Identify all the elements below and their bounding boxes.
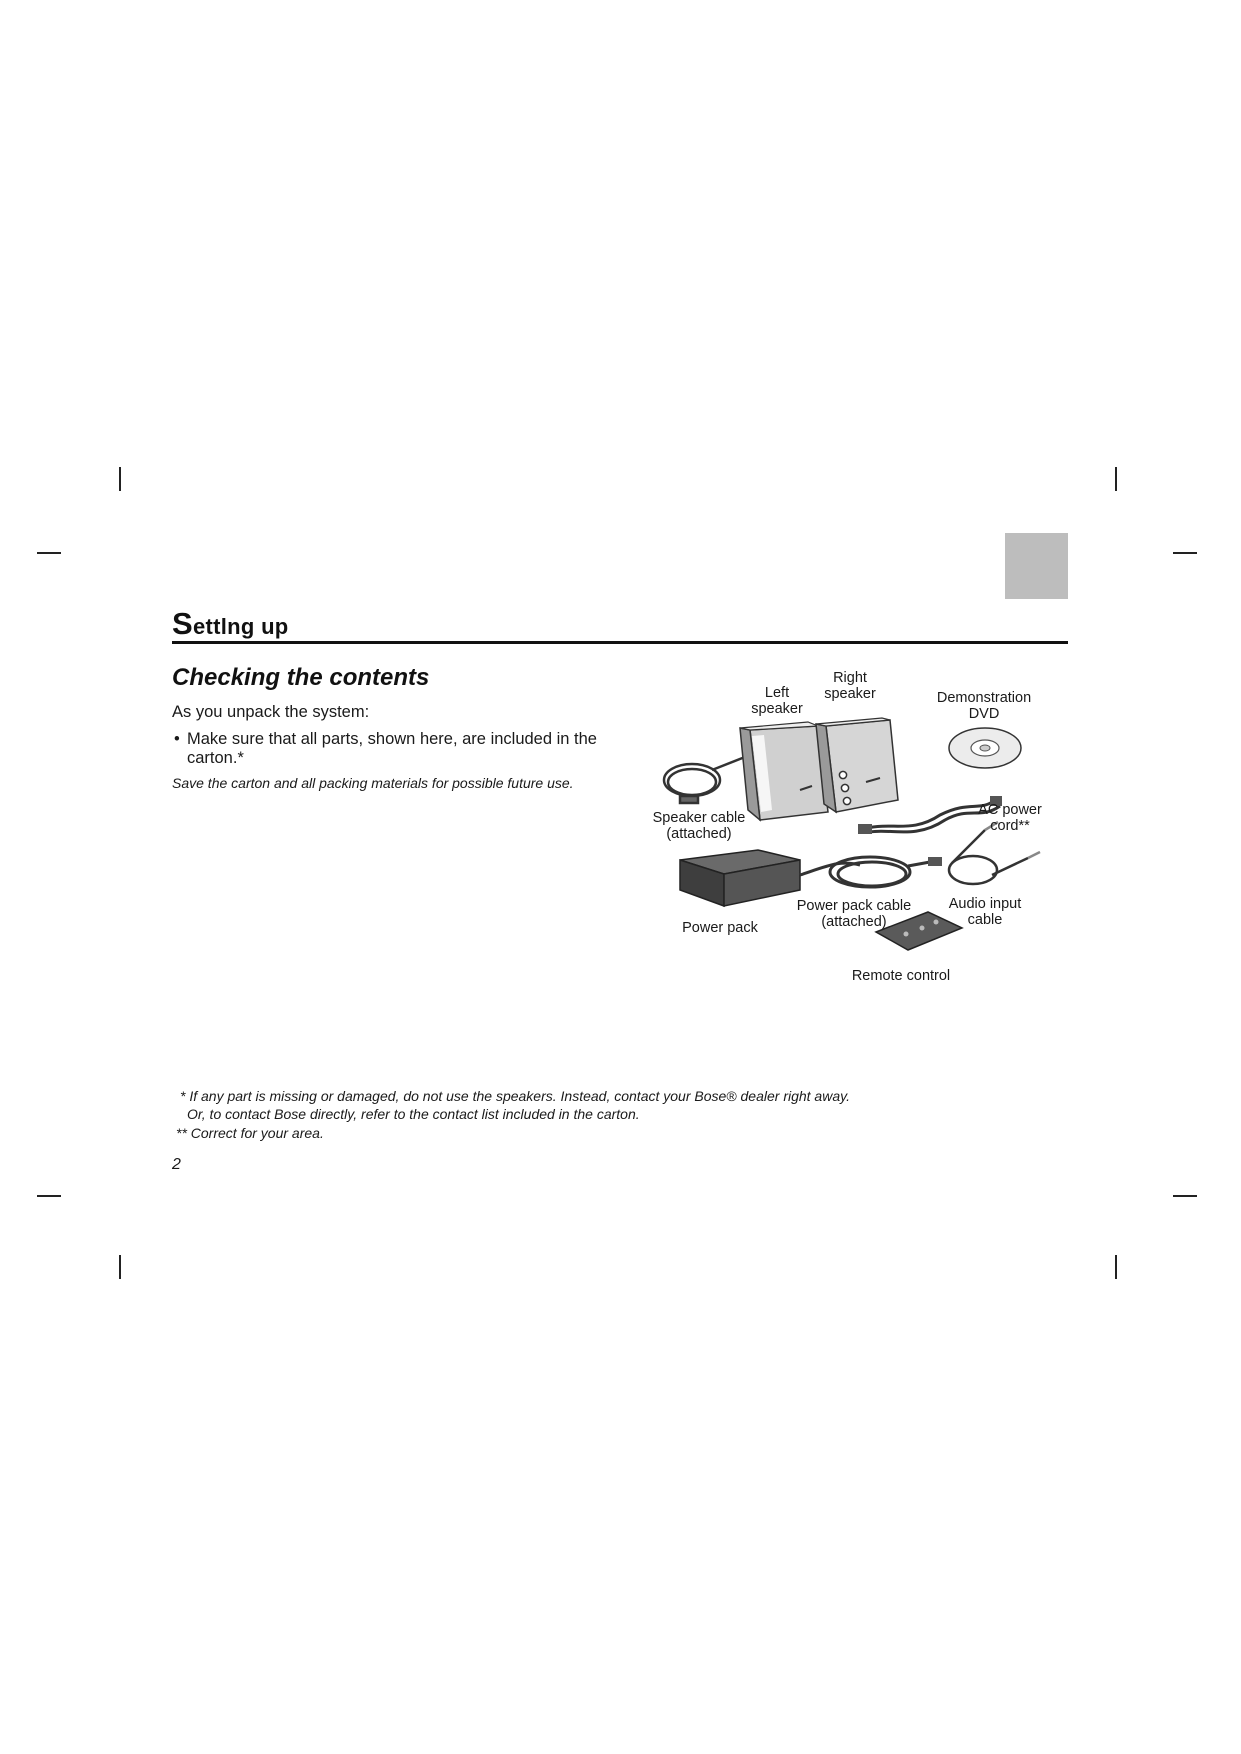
heading: Checking the contents <box>172 664 430 691</box>
crop-mark <box>37 552 61 554</box>
title-rule <box>172 641 1068 644</box>
speaker-cable-drawing <box>664 755 750 803</box>
label-dvd: Demonstration DVD <box>936 690 1032 722</box>
label-right-speaker: Right speaker <box>824 670 876 702</box>
intro-text: As you unpack the system: <box>172 703 370 721</box>
section-title-rest: ettlng up <box>192 614 289 639</box>
label-power-pack: Power pack <box>682 920 758 936</box>
crop-mark <box>1115 1255 1117 1279</box>
right-speaker-drawing <box>816 718 898 812</box>
bullet-text: Make sure that all parts, shown here, are included in the carton.* <box>187 730 597 767</box>
chapter-tab <box>1005 533 1068 599</box>
footnote-area: ** Correct for your area. <box>176 1125 324 1141</box>
label-left-speaker: Left speaker <box>751 685 803 717</box>
crop-mark <box>37 1195 61 1197</box>
power-pack-cable-drawing <box>800 857 942 887</box>
page-number: 2 <box>172 1156 181 1173</box>
label-audio-input-cable: Audio input cable <box>948 896 1022 928</box>
bullet-symbol: • <box>174 730 180 748</box>
left-speaker-drawing <box>740 722 828 820</box>
note-text: Save the carton and all packing materials for possible future use. <box>172 775 574 791</box>
crop-mark <box>119 1255 121 1279</box>
label-ac-power-cord: AC power cord** <box>978 802 1042 834</box>
section-title <box>172 606 289 642</box>
section-title-cap: S <box>172 606 193 641</box>
crop-mark <box>1173 1195 1197 1197</box>
footnote-missing-parts: * If any part is missing or damaged, do not use the speakers. Instead, contact your Bose® dealer right away. <box>180 1088 850 1104</box>
label-speaker-cable: Speaker cable (attached) <box>652 810 746 842</box>
power-pack-drawing <box>680 850 800 906</box>
footnote-contact: Or, to contact Bose directly, refer to the contact list included in the carton. <box>187 1106 640 1122</box>
label-power-pack-cable: Power pack cable (attached) <box>796 898 912 930</box>
crop-mark <box>1173 552 1197 554</box>
label-remote-control: Remote control <box>851 968 951 984</box>
crop-mark <box>1115 467 1117 491</box>
bullet-item <box>172 730 602 768</box>
crop-mark <box>119 467 121 491</box>
dvd-drawing <box>949 728 1021 768</box>
